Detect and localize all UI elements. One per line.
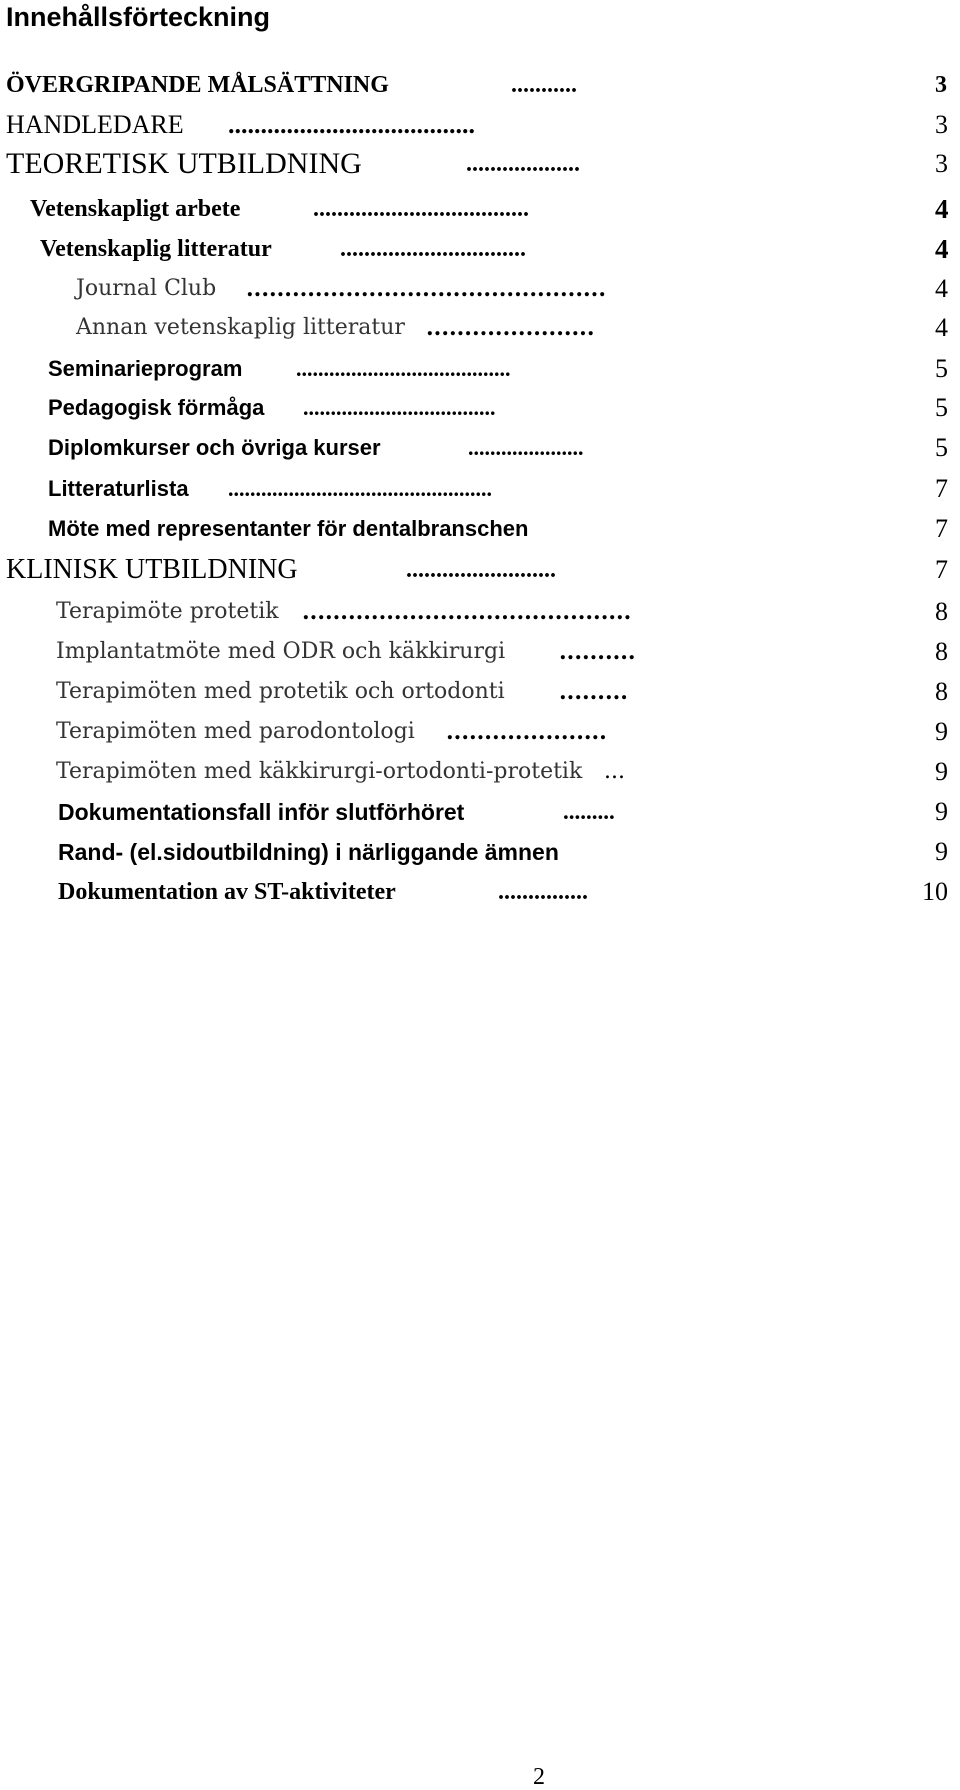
page-number: 2 [533,1764,545,1790]
toc-entry-leader: ........................................... [302,599,632,625]
toc-entry-leader: ........... [511,72,577,98]
toc-entry-page: 5 [935,354,948,383]
toc-entry-label: TEORETISK UTBILDNING [6,147,362,180]
toc-heading: Innehållsförteckning [6,2,271,32]
toc-entry-label: Terapimöten med parodontologi [56,719,415,744]
toc-entry-leader: ...................... [426,315,595,341]
toc-entry-page: 9 [935,797,948,826]
toc-entry-leader: ... [604,759,625,784]
toc-entry-page: 9 [935,717,948,746]
toc-entry-page: 8 [935,637,948,666]
toc-entry-label: Diplomkurser och övriga kurser [48,435,381,460]
toc-entry-leader: ............... [498,879,588,905]
toc-entry-page: 4 [935,313,948,342]
toc-entry-leader: .................................... [313,196,529,222]
toc-entry-label: Dokumentation av ST-aktiviteter [58,879,396,905]
toc-entry-page: 4 [935,274,948,303]
toc-entry-label: Implantatmöte med ODR och käkkirurgi [56,639,506,664]
toc-entry-label: Vetenskapligt arbete [30,196,241,222]
toc-entry-label: Litteraturlista [48,476,189,501]
toc-entry-label: Vetenskaplig litteratur [40,236,272,262]
toc-entry-page: 3 [935,72,947,98]
toc-entry-page: 10 [922,877,948,906]
toc-entry-leader: ......................... [406,557,556,583]
toc-entry-label: Seminarieprogram [48,356,243,381]
toc-entry-leader: ...................................... [228,110,475,139]
toc-entry-label: Dokumentationsfall inför slutförhöret [58,799,465,825]
toc-entry-leader: ............................................... [246,276,606,302]
toc-entry-page: 5 [935,433,948,462]
toc-entry-page: 9 [935,837,948,866]
toc-entry-leader: ......... [563,799,615,824]
toc-entry-label: Terapimöten med protetik och ortodonti [56,679,505,704]
toc-entry-page: 7 [935,514,948,543]
toc-entry-page: 3 [935,149,948,178]
toc-entry-label: Terapimöten med käkkirurgi-ortodonti-protetik [56,759,583,784]
toc-entry-label: Annan vetenskaplig litteratur [76,315,405,340]
toc-entry-page: 7 [935,555,948,584]
toc-entry-page: 4 [935,234,949,264]
toc-entry-label: Terapimöte protetik [56,599,279,624]
toc-entry-leader: ..................... [468,435,584,460]
toc-entry-leader: ................... [466,151,580,177]
toc-entry-leader: .......... [559,639,636,665]
toc-entry-label: Journal Club [76,276,217,301]
toc-entry-page: 7 [935,474,948,503]
toc-entry-leader: ......... [559,679,628,705]
toc-entry-label: Rand- (el.sidoutbildning) i närliggande ämnen [58,839,559,865]
toc-entry-page: 8 [935,677,948,706]
toc-entry-label: ÖVERGRIPANDE MÅLSÄTTNING [6,72,389,98]
toc-entry-label: HANDLEDARE [6,110,184,139]
toc-entry-leader: ................................... [303,395,496,420]
toc-entry-page: 3 [935,110,948,139]
toc-entry-leader: ..................... [446,719,607,745]
toc-entry-page: 9 [935,757,948,786]
toc-entry-leader: ................................................ [228,476,492,501]
toc-entry-label: KLINISK UTBILDNING [6,554,298,585]
toc-entry-page: 8 [935,597,948,626]
toc-entry-leader: ....................................... [296,356,511,381]
toc-entry-label: Pedagogisk förmåga [48,395,265,420]
toc-entry-leader: ............................... [340,236,526,262]
toc-entry-page: 5 [935,393,948,422]
toc-entry-page: 4 [935,194,949,224]
toc-entry-label: Möte med representanter för dentalbranschen [48,516,529,541]
